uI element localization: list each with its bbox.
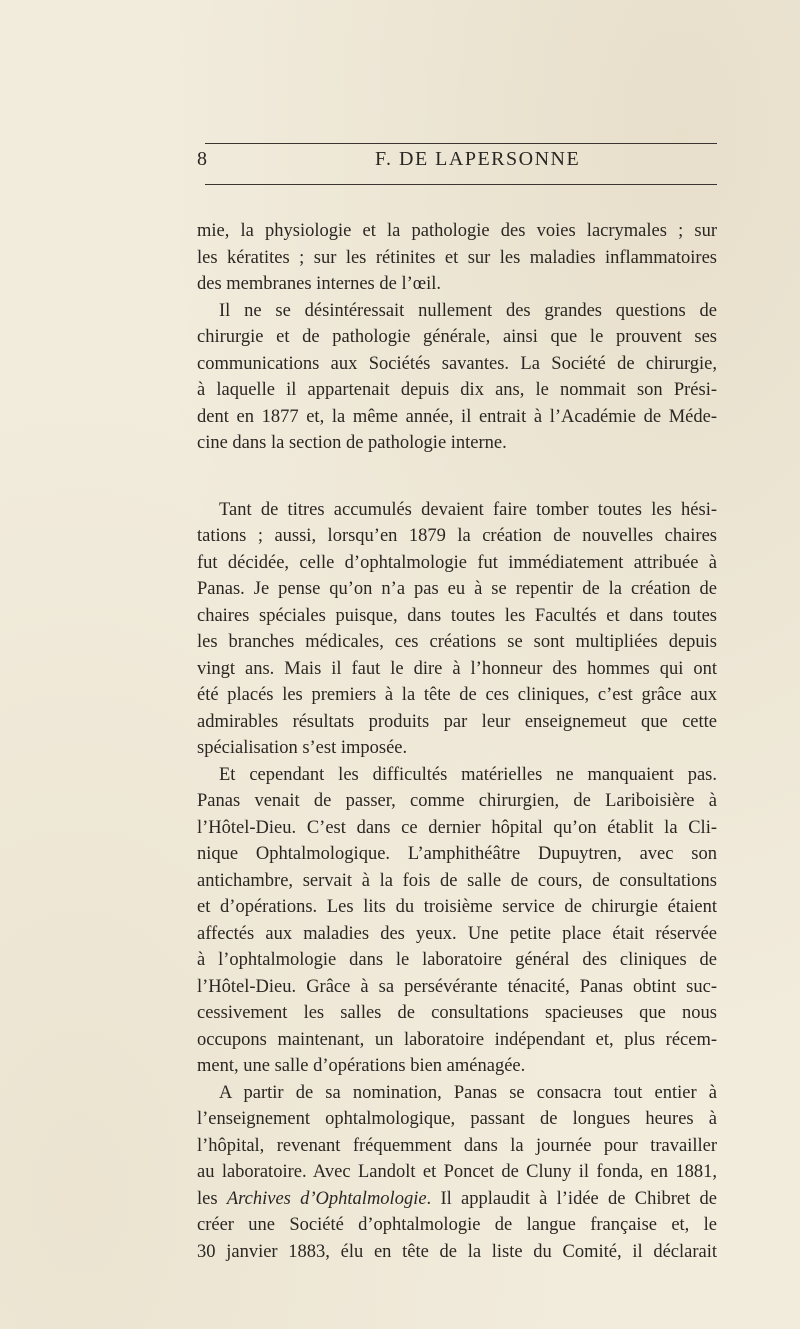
text-line: chirurgie et de pathologie générale, ainsi que le prouvent ses [197,327,717,347]
text-line: communications aux Sociétés savantes. La Société de chirurgie, [197,353,717,374]
text-line: admirables résultats produits par leur enseignemeut que cette [197,711,717,732]
text-line: Panas venait de passer, comme chirurgien, de Lariboisière à [197,791,717,811]
text-line: et d’opérations. Les lits du troisième service de chirurgie étaient [197,897,717,917]
header-rule-top [205,143,717,144]
header-rule-bottom [205,184,717,185]
text-line: occupons maintenant, un laboratoire indépendant et, plus récem- [197,1029,717,1050]
text-line: antichambre, servait à la fois de salle de cours, de consultations [197,870,717,891]
text-line: l’Hôtel-Dieu. Grâce à sa persévérante ténacité, Panas obtint suc- [197,976,717,997]
text-line: Il ne se désintéressait nullement des grandes questions de [219,300,717,321]
text-line: l’enseignement ophtalmologique, passant de longues heures à [197,1109,717,1129]
body-text [197,218,717,1265]
text-line: vingt ans. Mais il faut le dire à l’honneur des hommes qui ont [197,658,717,679]
text-line: à laquelle il appartenait depuis dix ans, le nommait son Prési- [197,380,717,400]
text-line: des membranes internes de l’œil. [197,274,442,294]
text-fragment: les [197,1188,227,1209]
text-line: créer une Société d’ophtalmologie de langue française et, le [197,1215,717,1235]
text-line: A partir de sa nomination, Panas se consacra tout entier à [219,1082,717,1103]
text-line: à l’ophtalmologie dans le laboratoire général des cliniques de [197,950,717,970]
text-line: cine dans la section de pathologie interne. [197,433,507,453]
running-head: F. DE LAPERSONNE [375,148,581,170]
text-line: spécialisation s’est imposée. [197,738,408,758]
text-line: au laboratoire. Avec Landolt et Poncet de Cluny il fonda, en 1881, [197,1162,717,1182]
text-line: tations ; aussi, lorsqu’en 1879 la création de nouvelles chaires [197,526,717,546]
text-line: nique Ophtalmologique. L’amphithéâtre Dupuytren, avec son [197,844,717,864]
text-line: chaires spéciales puisque, dans toutes les Facultés et dans toutes [197,605,717,626]
text-line: les kératites ; sur les rétinites et sur les maladies inflammatoires [197,247,717,268]
text-fragment: . Il applaudit à l’idée de Chibret de [426,1188,717,1209]
text-line: l’Hôtel-Dieu. C’est dans ce dernier hôpital qu’on établit la Cli- [197,817,717,838]
page-header [197,148,717,178]
page-number: 8 [197,148,208,170]
text-line: ment, une salle d’opérations bien aménagée. [197,1056,526,1076]
text-line [197,1186,717,1213]
text-line: fut décidée, celle d’ophtalmologie fut immédiatement attribuée à [197,552,717,573]
text-line: Panas. Je pense qu’on n’a pas eu à se repentir de la création de [197,579,717,599]
text-line: 30 janvier 1883, élu en tête de la liste du Comité, il déclarait [197,1241,717,1262]
text-line: cessivement les salles de consultations spacieuses que nous [197,1003,717,1023]
paragraph-gap [197,457,717,497]
text-line: dent en 1877 et, la même année, il entrait à l’Académie de Méde- [197,406,717,427]
journal-title: Archives d’Ophtalmologie [226,1188,427,1209]
text-line: affectés aux maladies des yeux. Une petite place était réservée [197,923,717,944]
text-line: Tant de titres accumulés devaient faire tomber toutes les hési- [219,499,717,520]
text-line: Et cependant les difficultés matérielles ne manquaient pas. [219,764,717,785]
text-line: été placés les premiers à la tête de ces cliniques, c’est grâce aux [197,685,717,705]
text-line: l’hôpital, revenant fréquemment dans la journée pour travailler [197,1135,717,1156]
text-line: mie, la physiologie et la pathologie des voies lacrymales ; sur [197,221,717,241]
text-line: les branches médicales, ces créations se sont multipliées depuis [197,632,717,652]
